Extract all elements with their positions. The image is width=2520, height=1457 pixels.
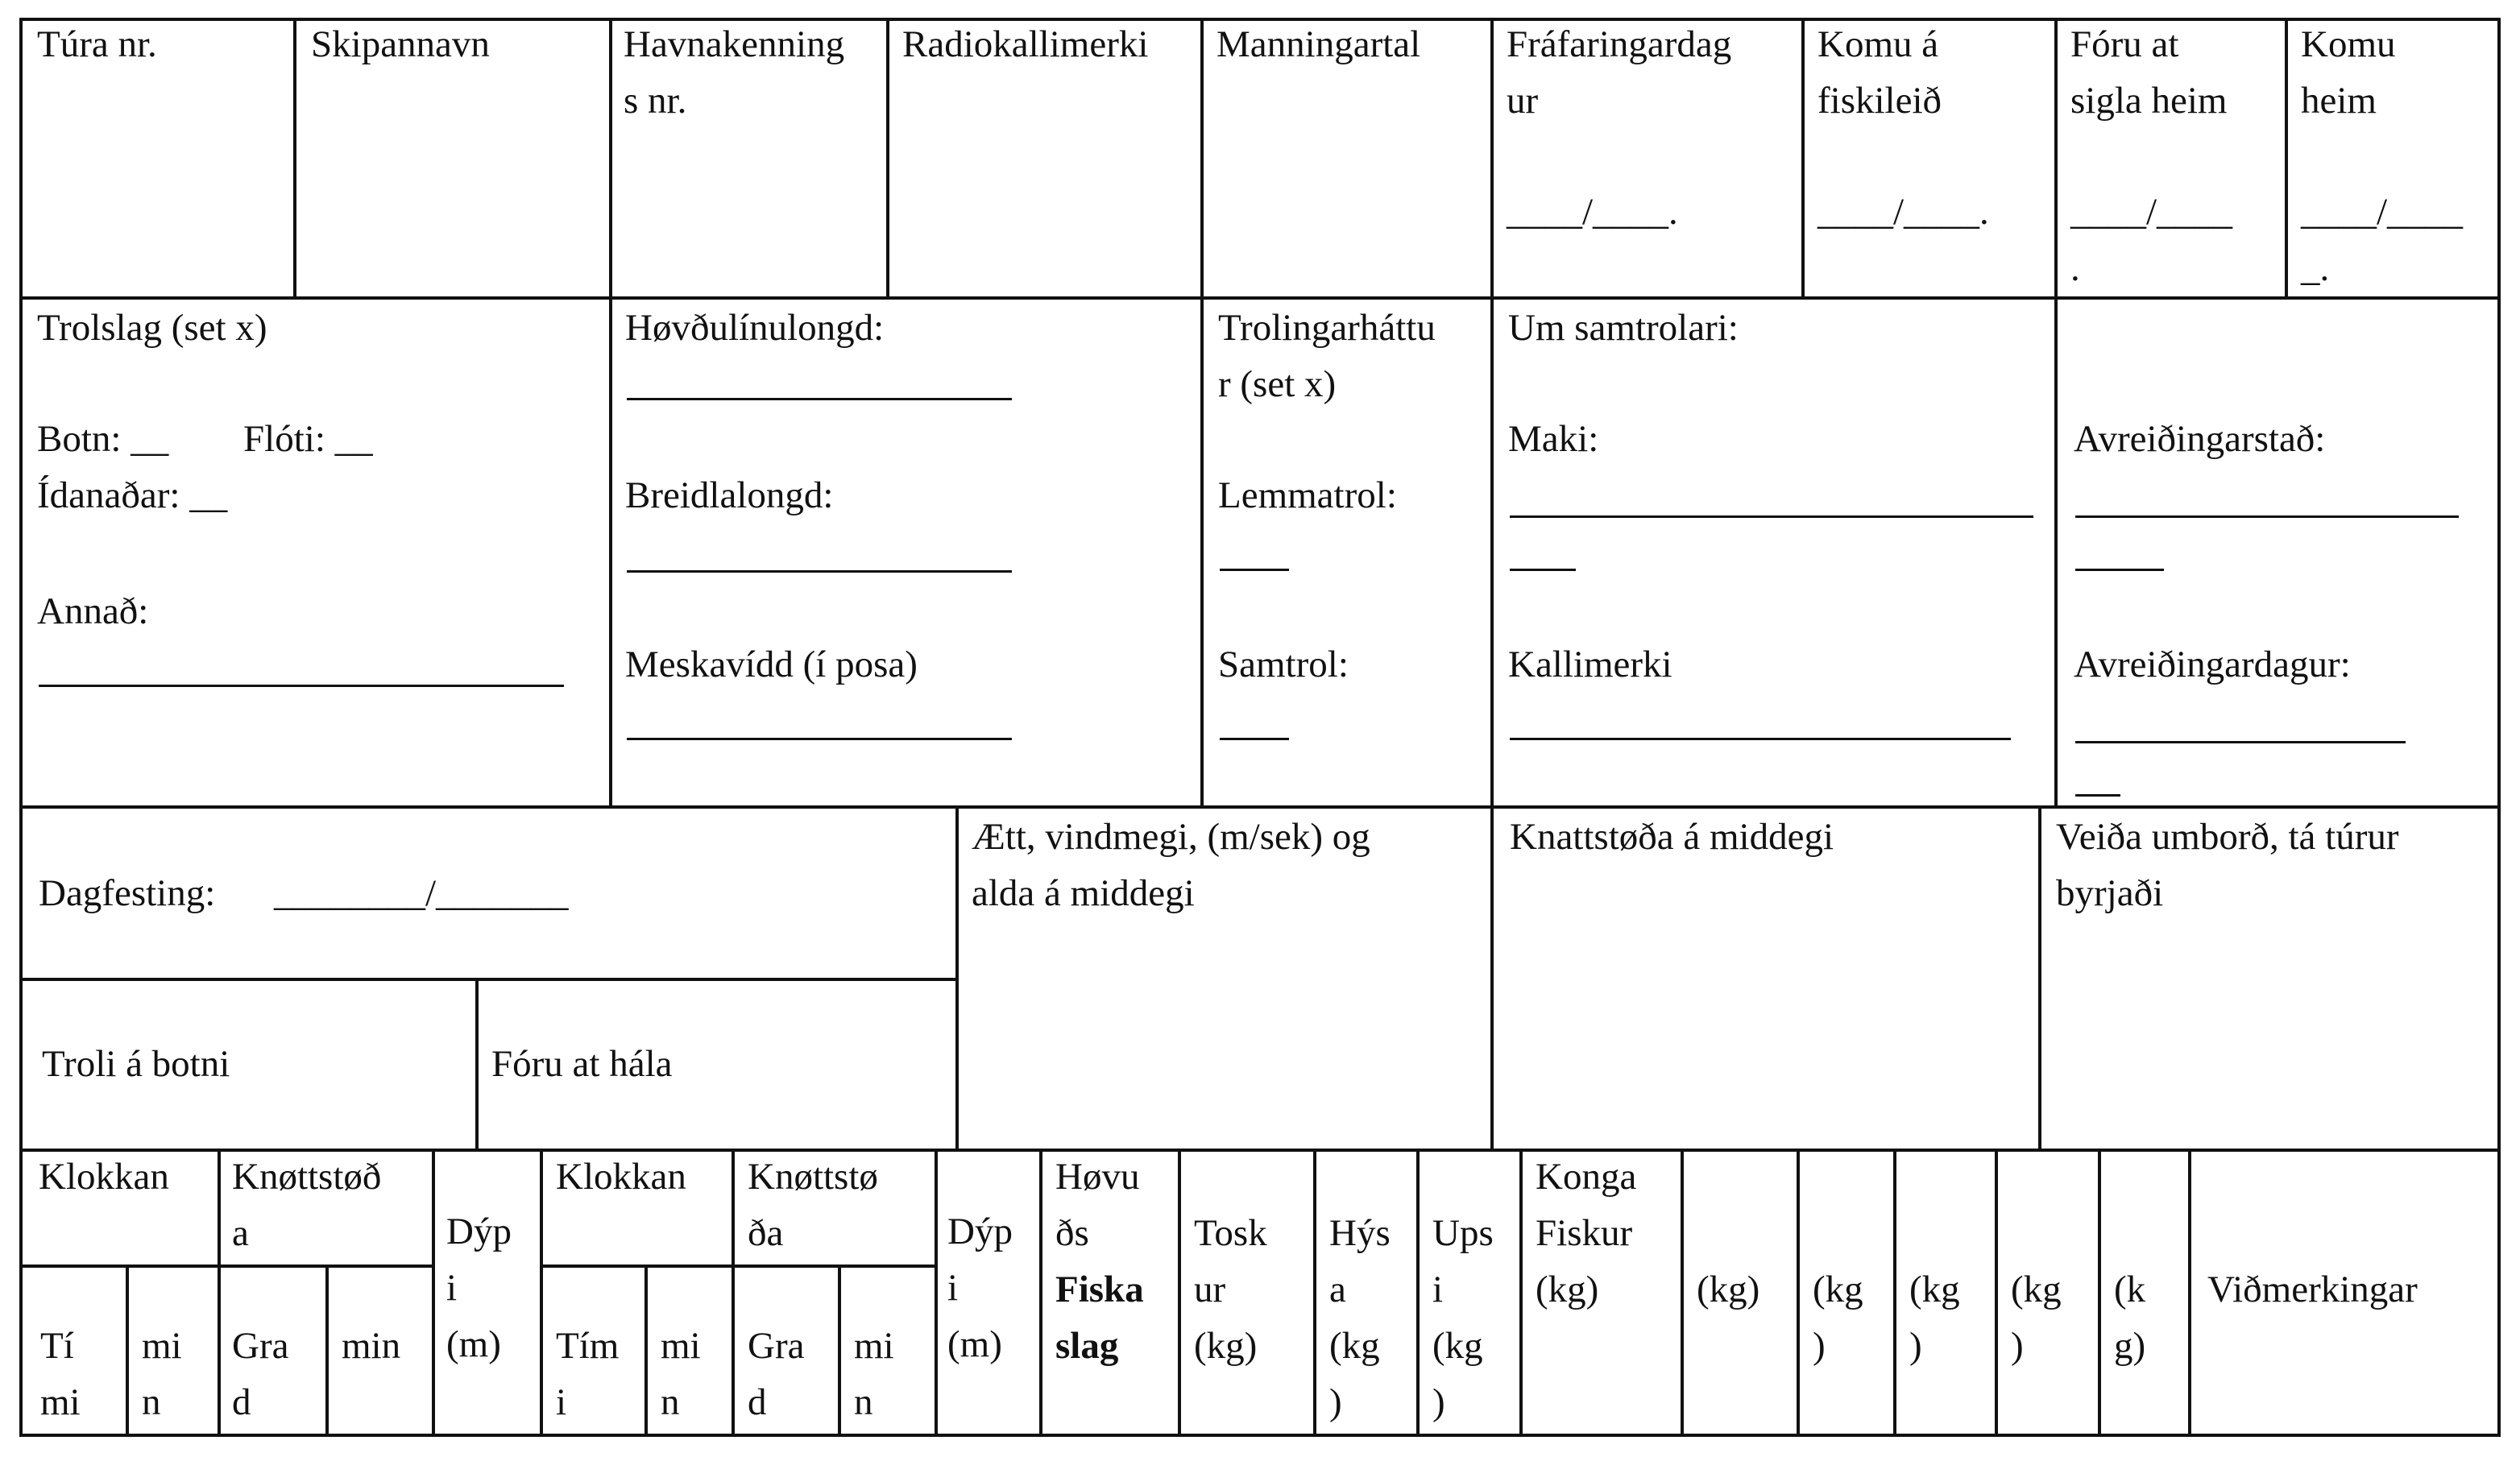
grid-line xyxy=(19,18,23,1435)
knottstoda-header-2: Knøttstø ða xyxy=(748,1156,878,1254)
kallimerki-label: Kallimerki xyxy=(1508,644,1672,685)
upsi-header: Ups i (kg ) xyxy=(1432,1212,1494,1423)
floti-option[interactable]: Flóti: __ xyxy=(243,418,373,460)
hovdulinulongd-label: Høvðulínulongd: xyxy=(625,307,885,349)
grid-line xyxy=(2497,18,2501,1435)
kongafiskur-header: Konga Fiskur (kg) xyxy=(1536,1156,1637,1310)
avreidingardagur-input-line-2[interactable] xyxy=(2075,794,2120,797)
grid-line xyxy=(2054,18,2058,805)
grid-line xyxy=(325,1265,329,1434)
grid-line xyxy=(19,1149,2501,1152)
trolingarhattur-label: Trolingarháttu r (set x) xyxy=(1218,307,1436,405)
klokkan-header-2: Klokkan xyxy=(556,1156,686,1198)
veida-umbord-label: Veiða umborð, tá túrur byrjaði xyxy=(2056,816,2399,914)
havnakenning-label: Havnakenning s nr. xyxy=(624,23,845,122)
samtrol-option: Samtrol: xyxy=(1218,644,1349,685)
grid-line xyxy=(609,18,612,805)
grid-line xyxy=(935,1149,938,1434)
vidmerkingar-header: Viðmerkingar xyxy=(2207,1269,2418,1310)
komu-heim-label: Komu heim xyxy=(2301,23,2396,122)
avreidingarstad-label: Avreiðingarstað: xyxy=(2074,418,2326,460)
idanadar-option[interactable]: Ídanaðar: __ xyxy=(37,474,228,516)
grid-line xyxy=(1490,18,1494,1149)
manningartal-label: Manningartal xyxy=(1216,23,1421,65)
kg-header-2: (kg ) xyxy=(1813,1269,1863,1367)
botn-option[interactable]: Botn: __ xyxy=(37,418,169,460)
grad-subheader-1: Gra d xyxy=(232,1325,289,1423)
hovudfiskaslag-header-a: Høvu ðs xyxy=(1055,1156,1140,1254)
aett-vindmegi-label: Ætt, vindmegi, (m/sek) og alda á middegi xyxy=(972,816,1370,914)
avreidingardagur-input-line[interactable] xyxy=(2075,741,2406,743)
avreidingardagur-label: Avreiðingardagur: xyxy=(2074,644,2351,685)
knattstoda-middegi-label: Knattstøða á middegi xyxy=(1510,816,1834,858)
avreidingarstad-input-line-2[interactable] xyxy=(2075,569,2164,571)
grid-line xyxy=(2038,805,2041,1149)
avreidingarstad-input-line[interactable] xyxy=(2075,515,2459,518)
um-samtrolari-label: Um samtrolari: xyxy=(1508,307,1739,349)
breidlalongd-label: Breidlalongd: xyxy=(625,474,834,516)
grad-subheader-2: Gra d xyxy=(748,1325,805,1423)
grid-line xyxy=(955,805,959,1149)
grid-line xyxy=(1200,18,1204,805)
grid-line xyxy=(1893,1149,1896,1434)
dypi-header-2: Dýp i (m) xyxy=(947,1211,1013,1365)
annad-label: Annað: xyxy=(37,590,149,632)
foru-at-hala-label: Fóru at hála xyxy=(491,1043,673,1085)
annad-input-line[interactable] xyxy=(39,685,564,687)
toskur-header: Tosk ur (kg) xyxy=(1194,1212,1267,1367)
grid-line xyxy=(2285,18,2288,296)
grid-line xyxy=(126,1265,129,1434)
radiokallimerki-label: Radiokallimerki xyxy=(902,23,1149,65)
dagfesting-date-blank[interactable]: ________/_______ xyxy=(274,872,569,914)
maki-input-line-2[interactable] xyxy=(1510,569,1576,571)
min-subheader-3: mi n xyxy=(661,1325,701,1423)
grid-line xyxy=(2188,1149,2191,1434)
skipannavn-label: Skipannavn xyxy=(311,23,490,65)
knottstoda-header-1: Knøttstøð a xyxy=(232,1156,382,1254)
grid-line xyxy=(1995,1149,1998,1434)
grid-line xyxy=(886,18,889,296)
komu-a-fiskileid-label: Komu á fiskileið xyxy=(1817,23,1942,122)
meskavidd-label: Meskavídd (í posa) xyxy=(625,644,918,685)
lemmatrol-option: Lemmatrol: xyxy=(1218,474,1397,516)
grid-line xyxy=(293,18,296,296)
troli-a-botni-label: Troli á botni xyxy=(42,1043,230,1085)
komu-heim-date-blank[interactable]: ____/____ _. xyxy=(2301,191,2464,289)
grid-line xyxy=(1416,1149,1420,1434)
grid-line xyxy=(2098,1149,2101,1434)
grid-line xyxy=(1801,18,1805,296)
kallimerki-input-line[interactable] xyxy=(1510,738,2011,740)
min-subheader-2: min xyxy=(342,1325,401,1367)
grid-line xyxy=(19,1434,2501,1437)
grid-line xyxy=(838,1265,841,1434)
maki-input-line[interactable] xyxy=(1510,515,2033,518)
timi-subheader-2: Tím i xyxy=(556,1325,620,1423)
hovudfiskaslag-header-b: Fiska slag xyxy=(1055,1269,1144,1367)
grid-line xyxy=(732,1149,735,1434)
breidlalongd-input-line[interactable] xyxy=(627,570,1012,573)
kg-header-3: (kg ) xyxy=(1909,1269,1960,1367)
grid-line xyxy=(475,978,479,1149)
dypi-header-1: Dýp i (m) xyxy=(446,1211,512,1365)
grid-line xyxy=(540,1149,543,1434)
tura-nr-label: Túra nr. xyxy=(37,23,157,65)
klokkan-header-1: Klokkan xyxy=(39,1156,169,1198)
grid-line xyxy=(19,1265,432,1268)
grid-line xyxy=(432,1149,435,1434)
foru-at-sigla-heim-label: Fóru at sigla heim xyxy=(2070,23,2228,122)
kg-header-4: (kg ) xyxy=(2011,1269,2062,1367)
dagfesting-label: Dagfesting: xyxy=(39,872,216,914)
grid-line xyxy=(1178,1149,1181,1434)
grid-line xyxy=(540,1265,935,1268)
kg-header-5: (k g) xyxy=(2114,1269,2146,1367)
foru-at-sigla-heim-date-blank[interactable]: ____/____ . xyxy=(2070,191,2233,289)
grid-line xyxy=(645,1265,648,1434)
maki-label: Maki: xyxy=(1508,418,1599,460)
grid-line xyxy=(218,1149,221,1434)
frafaringardag-date-blank[interactable]: ____/____. xyxy=(1507,191,1678,233)
grid-line xyxy=(1797,1149,1800,1434)
timi-subheader-1: Tí mi xyxy=(40,1325,81,1423)
frafaringardag-label: Fráfaringardag ur xyxy=(1507,23,1732,122)
hysa-header: Hýs a (kg ) xyxy=(1329,1212,1391,1423)
min-subheader-1: mi n xyxy=(142,1325,182,1423)
grid-line xyxy=(1039,1149,1042,1434)
samtrol-input-line[interactable] xyxy=(1220,738,1289,740)
grid-line xyxy=(1313,1149,1316,1434)
lemmatrol-input-line[interactable] xyxy=(1220,569,1289,571)
meskavidd-input-line[interactable] xyxy=(627,738,1012,740)
min-subheader-4: mi n xyxy=(854,1325,894,1423)
komu-a-fiskileid-date-blank[interactable]: ____/____. xyxy=(1817,191,1989,233)
hovdulinulongd-input-line[interactable] xyxy=(627,398,1012,400)
grid-line xyxy=(19,978,957,981)
grid-line xyxy=(1519,1149,1523,1434)
grid-line xyxy=(1681,1149,1684,1434)
kg-header-1: (kg) xyxy=(1697,1269,1760,1310)
trolslag-label: Trolslag (set x) xyxy=(37,307,267,349)
